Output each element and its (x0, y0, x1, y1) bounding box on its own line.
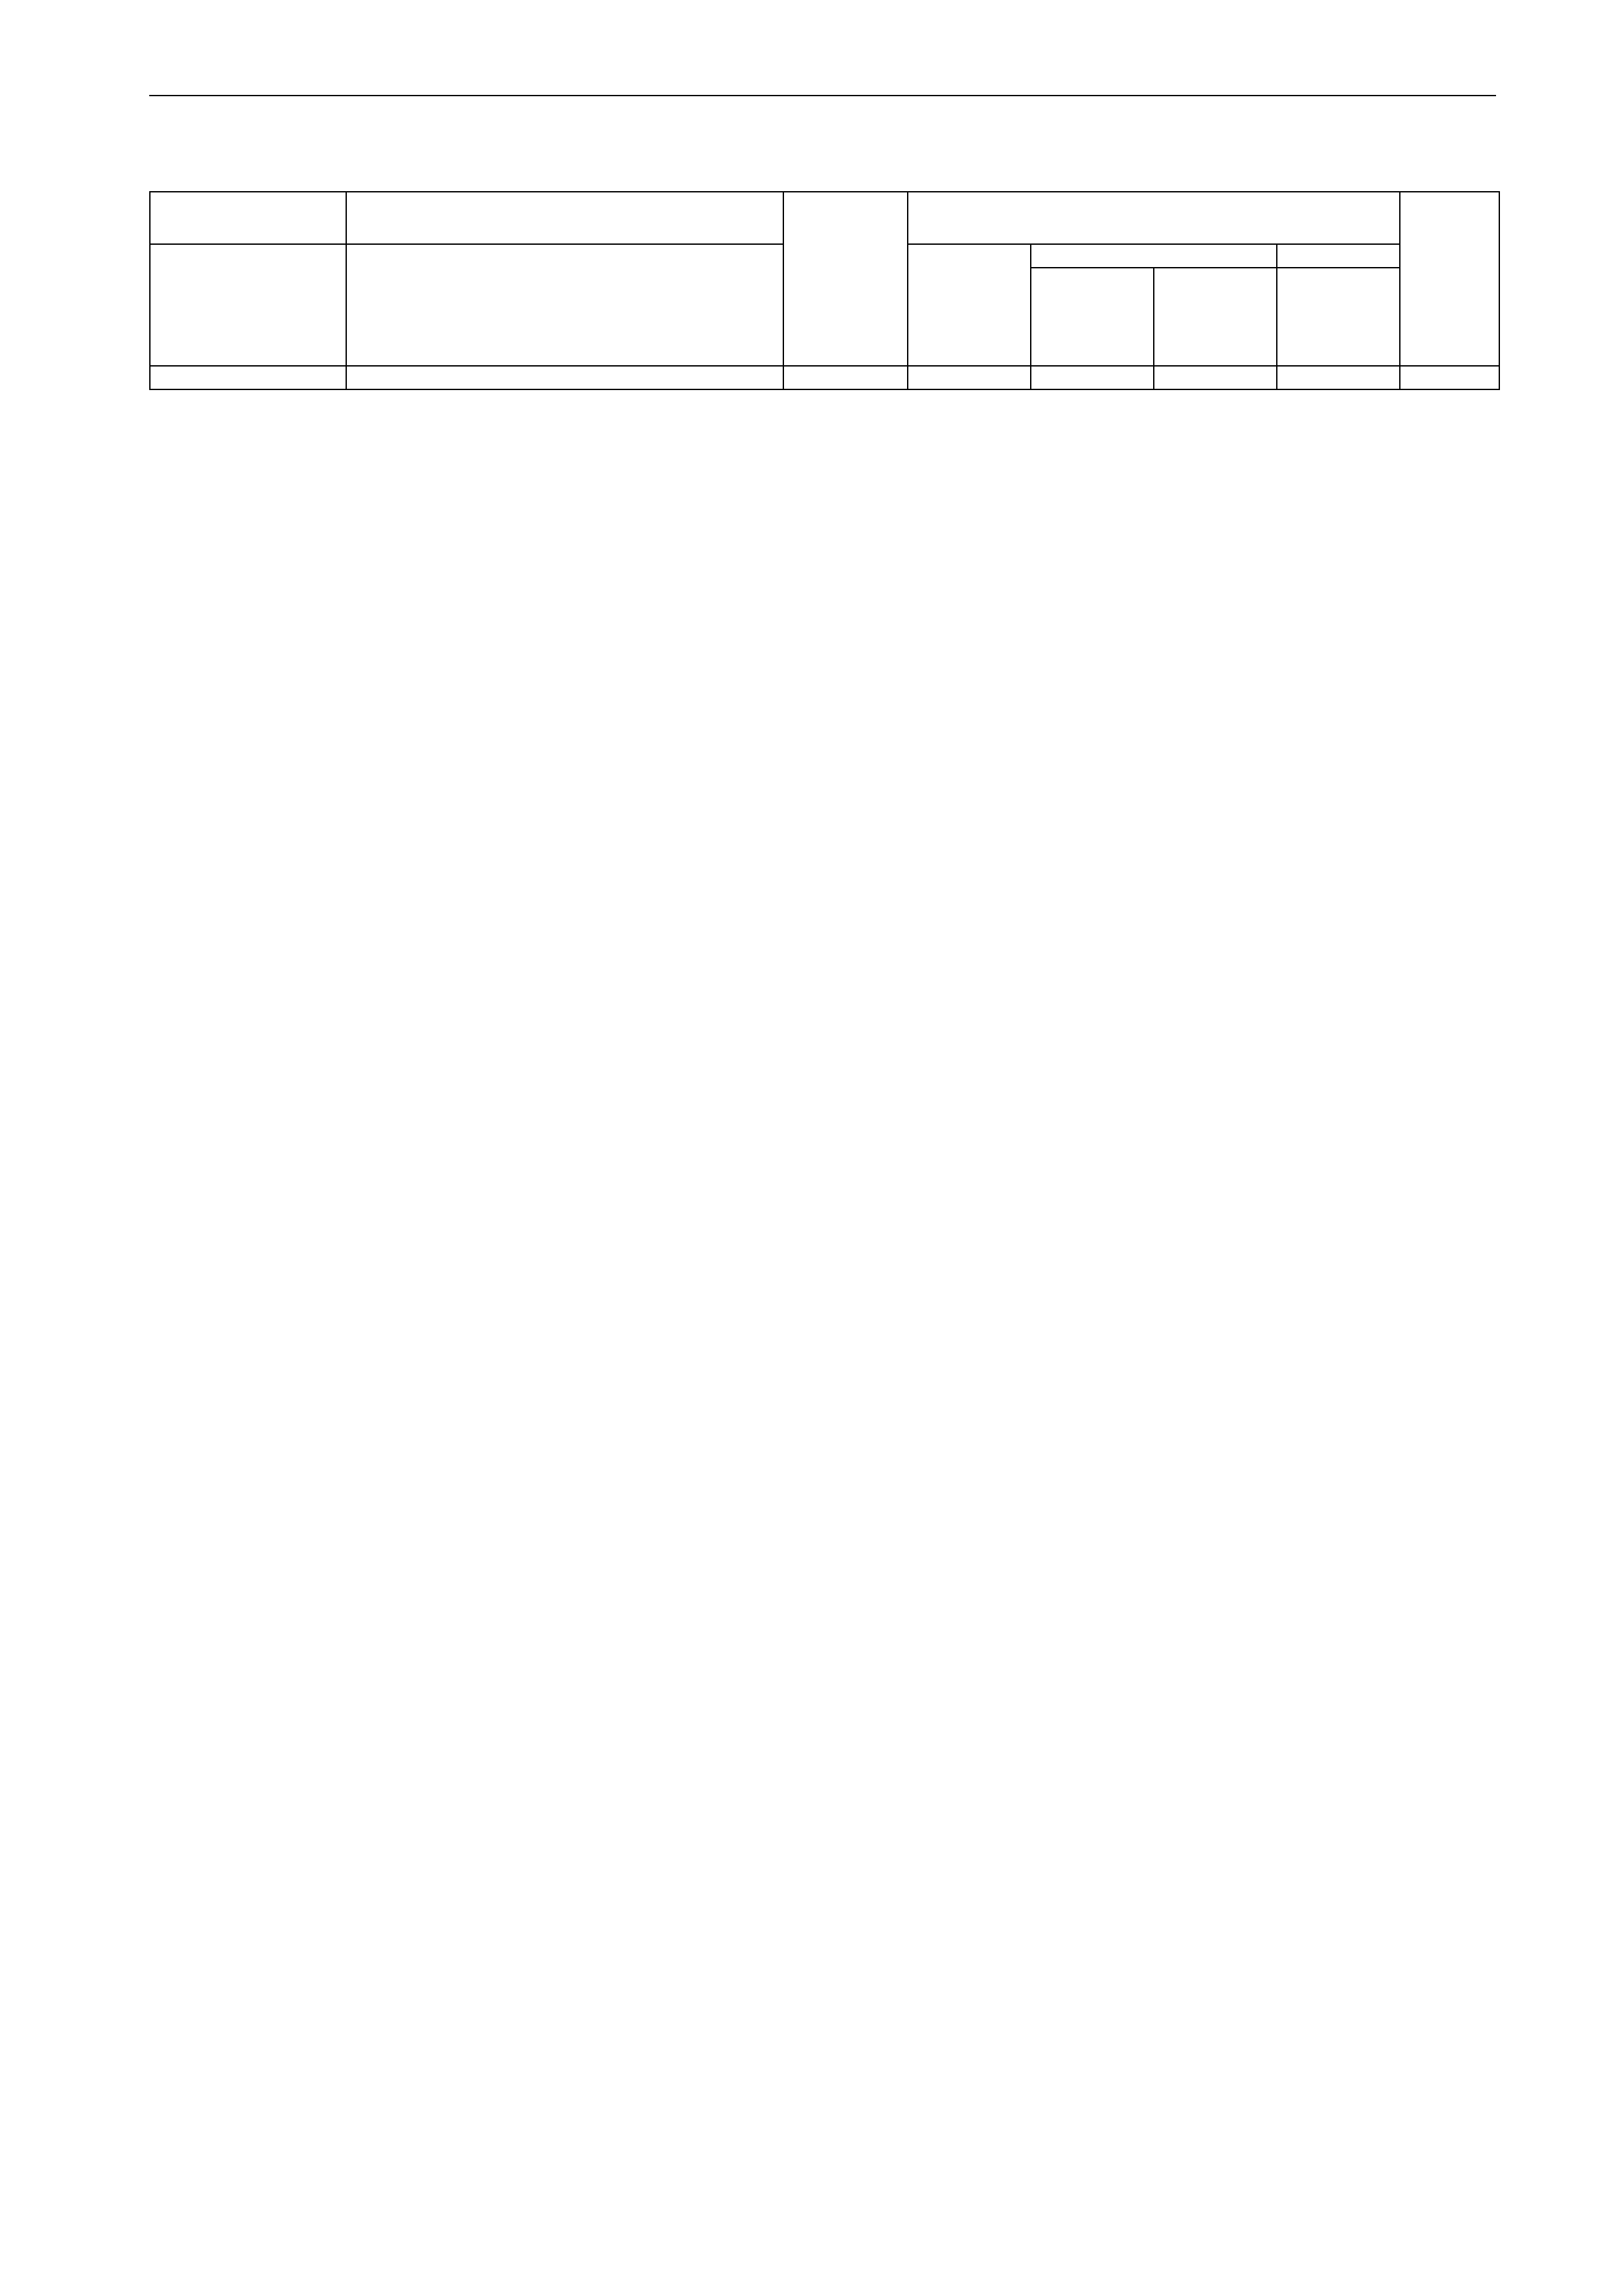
col-header-direct-costs (783, 192, 908, 366)
rates-table-header (149, 191, 1500, 390)
col-header-machine-operation (1031, 244, 1277, 268)
column-number (1400, 366, 1499, 389)
col-header-labor-costs (1400, 192, 1499, 366)
column-number (1031, 366, 1154, 389)
col-header-machines-total (1031, 268, 1154, 366)
col-header-materials (1277, 244, 1400, 268)
column-number (1154, 366, 1277, 389)
col-header-machinist-wages (1154, 268, 1277, 366)
measure-unit (157, 719, 183, 746)
column-number (150, 366, 346, 389)
table-title (157, 679, 183, 709)
col-header-material-name (346, 244, 783, 366)
col-header-resource-codes (150, 244, 346, 366)
col-header-worker-wages (908, 244, 1031, 366)
col-header-work-name (346, 192, 783, 244)
column-number (783, 366, 908, 389)
running-header (149, 94, 1496, 96)
col-header-unaccounted-materials (1277, 268, 1400, 366)
column-number (908, 366, 1031, 389)
column-number (1277, 366, 1400, 389)
col-header-including (908, 192, 1400, 244)
col-header-rate-numbers (150, 192, 346, 244)
column-number (346, 366, 783, 389)
